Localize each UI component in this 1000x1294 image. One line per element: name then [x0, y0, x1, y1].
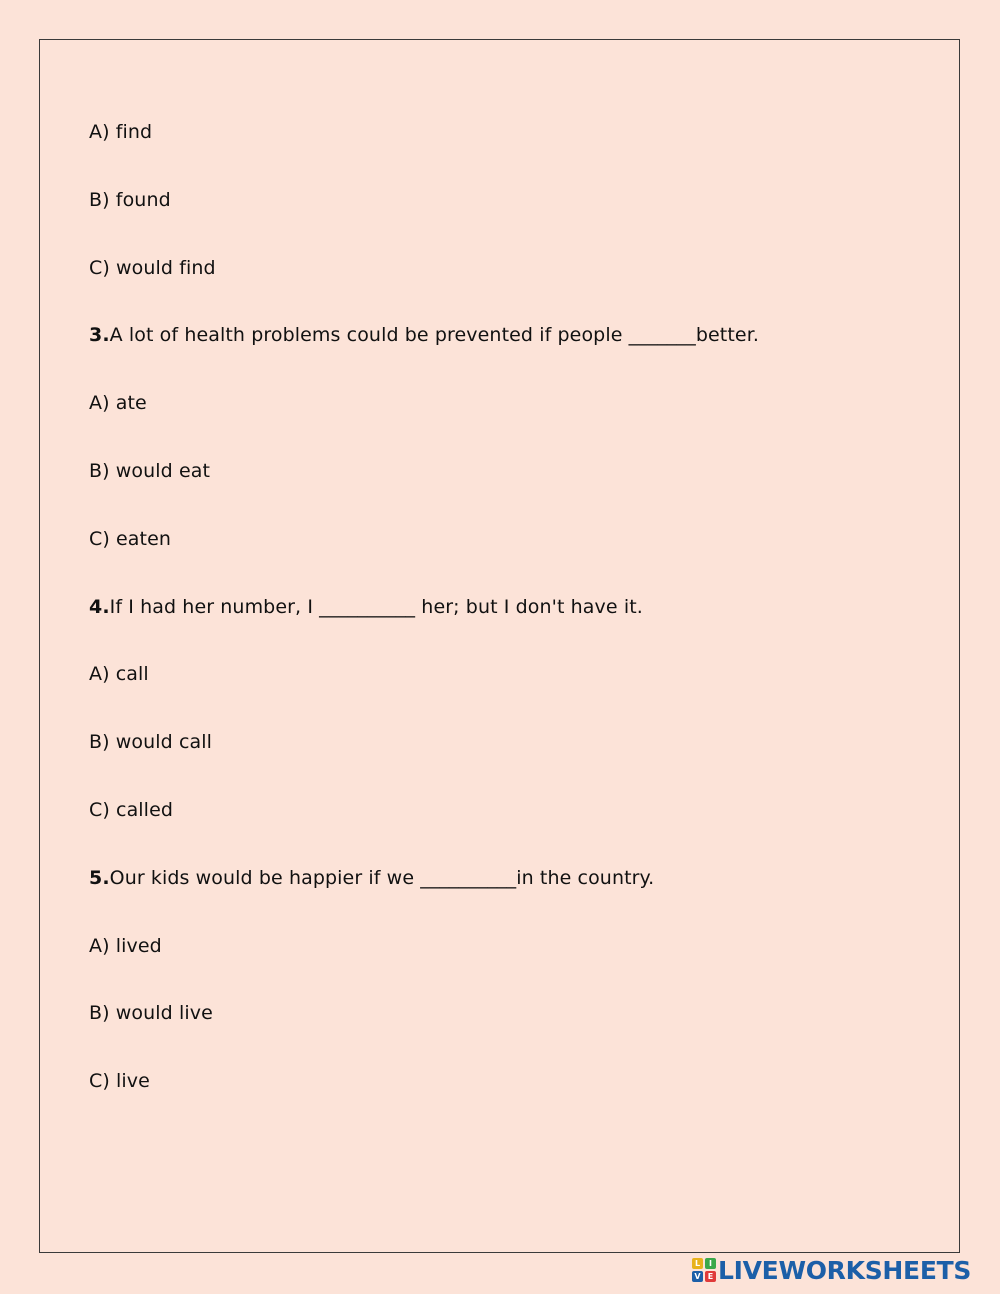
option-label: C) eaten [89, 528, 172, 550]
answer-option [89, 256, 216, 280]
logo-tile: E [705, 1271, 716, 1282]
logo-tile: L [692, 1258, 703, 1269]
logo-tile: I [705, 1258, 716, 1269]
option-label: B) found [89, 189, 171, 211]
question-body: A lot of health problems could be prevented if people _______better. [109, 324, 759, 346]
option-label: C) would find [89, 257, 216, 279]
answer-option [89, 1069, 150, 1093]
question-number: 3. [89, 324, 110, 346]
answer-option [89, 527, 171, 551]
answer-option [89, 459, 210, 483]
option-label: C) live [89, 1070, 150, 1092]
option-label: B) would live [89, 1002, 213, 1024]
answer-option [89, 1001, 213, 1025]
option-label: B) would call [89, 731, 213, 753]
option-label: A) ate [89, 392, 147, 414]
brand-name: LIVEWORKSHEETS [718, 1255, 972, 1285]
logo-tile: V [692, 1271, 703, 1282]
option-label: A) call [89, 663, 149, 685]
answer-option [89, 730, 212, 754]
answer-option [89, 188, 171, 212]
question-body: If I had her number, I __________ her; but I don't have it. [109, 596, 643, 618]
option-label: A) lived [89, 935, 162, 957]
liveworksheets-logo-icon [692, 1258, 716, 1282]
question-text [89, 866, 654, 890]
answer-option [89, 798, 173, 822]
option-label: B) would eat [89, 460, 211, 482]
question-number: 5. [89, 867, 110, 889]
question-text [89, 595, 643, 619]
option-label: A) find [89, 121, 153, 143]
answer-option [89, 120, 152, 144]
question-text [89, 323, 759, 347]
option-label: C) called [89, 799, 174, 821]
question-number: 4. [89, 596, 110, 618]
answer-option [89, 662, 149, 686]
worksheet-frame [39, 39, 960, 1253]
answer-option [89, 391, 147, 415]
liveworksheets-logo [692, 1254, 971, 1286]
question-body: Our kids would be happier if we __________in the country. [109, 867, 655, 889]
answer-option [89, 934, 162, 958]
